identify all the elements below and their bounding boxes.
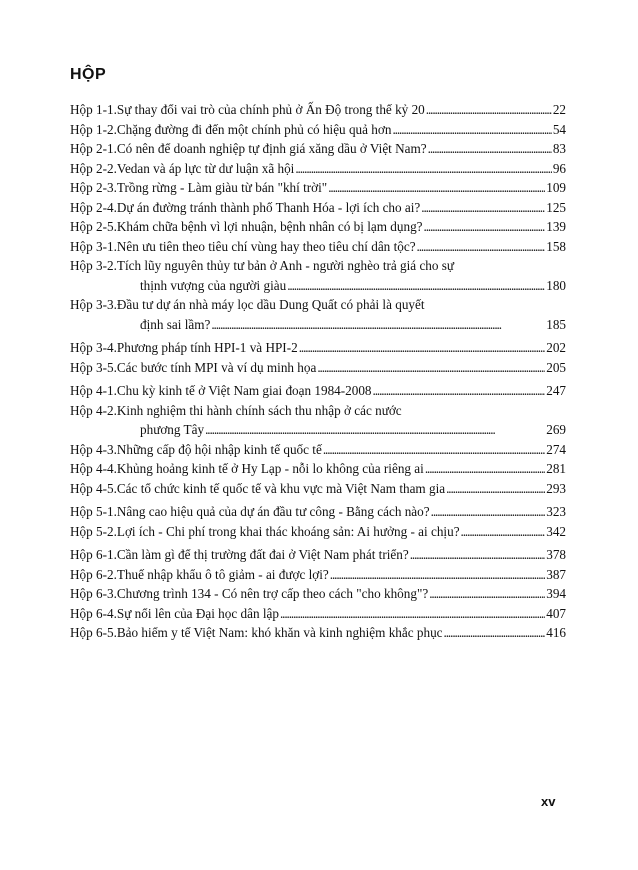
section-heading: HỘP [70, 66, 107, 83]
entry-title-continued: thịnh vượng của người giàu [140, 277, 287, 293]
toc-entry [70, 198, 566, 218]
entry-label: Hộp 1-2. [70, 121, 117, 137]
entry-label: Hộp 2-5. [70, 219, 117, 234]
entry-title: Cần làm gì để thị trường đất đai ở Việt Nam phát triển? [116, 547, 409, 562]
entry-page: 407 [546, 605, 566, 621]
entry-page: 387 [546, 566, 566, 582]
entry-page: 139 [546, 219, 566, 234]
entry-page: 109 [546, 180, 566, 195]
entry-title: Có nên để doanh nghiệp tự định giá xăng dầu ở Việt Nam? [116, 141, 427, 156]
entry-label: Hộp 3-2. [70, 258, 117, 273]
page-number: xv [541, 794, 556, 809]
entry-label: Hộp 4-3. [70, 441, 117, 457]
entry-page: 416 [546, 625, 566, 640]
toc-entry [70, 545, 566, 565]
toc-entry [70, 401, 566, 440]
toc-entry [70, 623, 566, 643]
toc-entry [70, 502, 566, 522]
entry-label: Hộp 4-2. [70, 402, 117, 418]
dot-leader [317, 358, 545, 378]
entry-label: Hộp 6-5. [70, 625, 117, 640]
entry-label: Hộp 6-4. [70, 605, 117, 621]
dot-leader [373, 381, 546, 401]
entry-page: 342 [546, 523, 566, 539]
entry-label: Hộp 6-2. [70, 566, 117, 582]
entry-title: Khám chữa bệnh vì lợi nhuận, bệnh nhân có bị lạm dụng? [116, 219, 423, 234]
toc-entry [70, 565, 566, 585]
entry-label: Hộp 4-5. [70, 480, 117, 496]
dot-leader [211, 315, 545, 335]
entry-page: 54 [552, 121, 566, 137]
toc-entry [70, 159, 566, 179]
entry-label: Hộp 2-4. [70, 199, 117, 215]
entry-title: Trồng rừng - Làm giàu từ bán "khí trời" [116, 180, 328, 195]
entry-page: 274 [546, 441, 566, 457]
entry-page: 247 [546, 383, 566, 398]
dot-leader [421, 198, 545, 218]
entry-page: 378 [546, 547, 566, 562]
entry-label: Hộp 6-1. [70, 547, 117, 562]
entry-title: Kinh nghiệm thi hành chính sách thu nhập ở các nước [116, 402, 402, 418]
entry-title-continued: phương Tây [140, 422, 205, 437]
entry-title: Chu kỳ kinh tế ở Việt Nam giai đoạn 1984-2008 [116, 383, 372, 398]
entry-title: Khủng hoảng kinh tế ở Hy Lạp - nỗi lo không của riêng ai [116, 461, 424, 476]
entry-page: 394 [546, 586, 566, 601]
toc-entry [70, 584, 566, 604]
dot-leader [431, 502, 546, 522]
entry-label: Hộp 1-1. [70, 102, 117, 117]
dot-leader [392, 120, 551, 140]
dot-leader [417, 237, 546, 257]
toc-entry [70, 604, 566, 624]
entry-title-continued: định sai lầm? [140, 316, 211, 332]
entry-label: Hộp 4-1. [70, 383, 117, 398]
entry-page: 22 [552, 102, 566, 117]
toc-entry [70, 381, 566, 401]
entry-page: 205 [546, 359, 566, 375]
dot-leader [429, 584, 545, 604]
entry-title: Nâng cao hiệu quả của dự án đầu tư công - Bằng cách nào? [116, 504, 430, 519]
dot-leader [299, 338, 546, 358]
toc-entry [70, 178, 566, 198]
dot-leader [323, 440, 545, 460]
dot-leader [428, 139, 552, 159]
toc-entry [70, 217, 566, 237]
entry-title: Bảo hiểm y tế Việt Nam: khó khăn và kinh nghiệm khắc phục [116, 625, 443, 640]
entry-title: Các tổ chức kinh tế quốc tế và khu vực mà Việt Nam tham gia [116, 480, 446, 496]
entry-title: Sự nổi lên của Đại học dân lập [116, 605, 279, 621]
entry-label: Hộp 2-1. [70, 141, 117, 156]
entry-label: Hộp 3-3. [70, 297, 117, 312]
entry-label: Hộp 3-5. [70, 359, 117, 375]
toc-entry [70, 338, 566, 358]
entry-title: Phương pháp tính HPI-1 và HPI-2 [116, 340, 298, 355]
entry-label: Hộp 3-1. [70, 238, 117, 254]
entry-title: Lợi ích - Chi phí trong khai thác khoáng sản: Ai hưởng - ai chịu? [116, 523, 460, 539]
box-list [70, 100, 566, 643]
entry-title: Dự án đường tránh thành phố Thanh Hóa - lợi ích cho ai? [116, 199, 421, 215]
dot-leader [424, 217, 546, 237]
entry-title: Sự thay đổi vai trò của chính phủ ở Ấn Độ trong thế kỷ 20 [116, 102, 425, 117]
dot-leader [444, 623, 546, 643]
entry-page: 185 [546, 316, 566, 332]
entry-label: Hộp 2-2. [70, 160, 117, 176]
toc-entry [70, 256, 566, 295]
entry-label: Hộp 5-2. [70, 523, 117, 539]
entry-title: Tích lũy nguyên thủy tư bản ở Anh - người nghèo trả giá cho sự [116, 258, 455, 273]
toc-entry [70, 459, 566, 479]
dot-leader [330, 565, 545, 585]
entry-page: 158 [546, 238, 566, 254]
dot-leader [328, 178, 545, 198]
dot-leader [287, 276, 545, 296]
dot-leader [410, 545, 546, 565]
entry-title: Các bước tính MPI và ví dụ minh họa [116, 359, 317, 375]
toc-entry [70, 358, 566, 378]
entry-page: 96 [552, 160, 566, 176]
entry-label: Hộp 2-3. [70, 180, 117, 195]
entry-label: Hộp 6-3. [70, 586, 117, 601]
toc-entry [70, 120, 566, 140]
entry-title: Chặng đường đi đến một chính phủ có hiệu quả hơn [116, 121, 392, 137]
entry-label: Hộp 3-4. [70, 340, 117, 355]
entry-title: Chương trình 134 - Có nên trợ cấp theo cách "cho không"? [116, 586, 429, 601]
entry-title: Thuế nhập khẩu ô tô giảm - ai được lợi? [116, 566, 329, 582]
entry-page: 125 [546, 199, 566, 215]
entry-page: 281 [546, 461, 566, 476]
entry-page: 269 [546, 422, 566, 437]
dot-leader [426, 100, 552, 120]
entry-title: Những cấp độ hội nhập kinh tế quốc tế [116, 441, 322, 457]
dot-leader [446, 479, 545, 499]
dot-leader [205, 420, 545, 440]
entry-label: Hộp 5-1. [70, 504, 117, 519]
entry-title: Nên ưu tiên theo tiêu chí vùng hay theo tiêu chí dân tộc? [116, 238, 416, 254]
entry-page: 83 [552, 141, 566, 156]
entry-title: Đầu tư dự án nhà máy lọc dầu Dung Quất có phải là quyết [116, 297, 425, 312]
dot-leader [425, 459, 545, 479]
toc-entry [70, 440, 566, 460]
entry-page: 202 [546, 340, 566, 355]
entry-page: 293 [546, 480, 566, 496]
toc-entry [70, 295, 566, 334]
entry-title: Vedan và áp lực từ dư luận xã hội [116, 160, 295, 176]
dot-leader [295, 159, 551, 179]
toc-entry [70, 479, 566, 499]
toc-entry [70, 522, 566, 542]
toc-entry [70, 237, 566, 257]
entry-label: Hộp 4-4. [70, 461, 117, 476]
dot-leader [280, 604, 545, 624]
dot-leader [461, 522, 546, 542]
entry-page: 180 [546, 277, 566, 293]
toc-entry [70, 139, 566, 159]
toc-entry [70, 100, 566, 120]
entry-page: 323 [546, 504, 566, 519]
